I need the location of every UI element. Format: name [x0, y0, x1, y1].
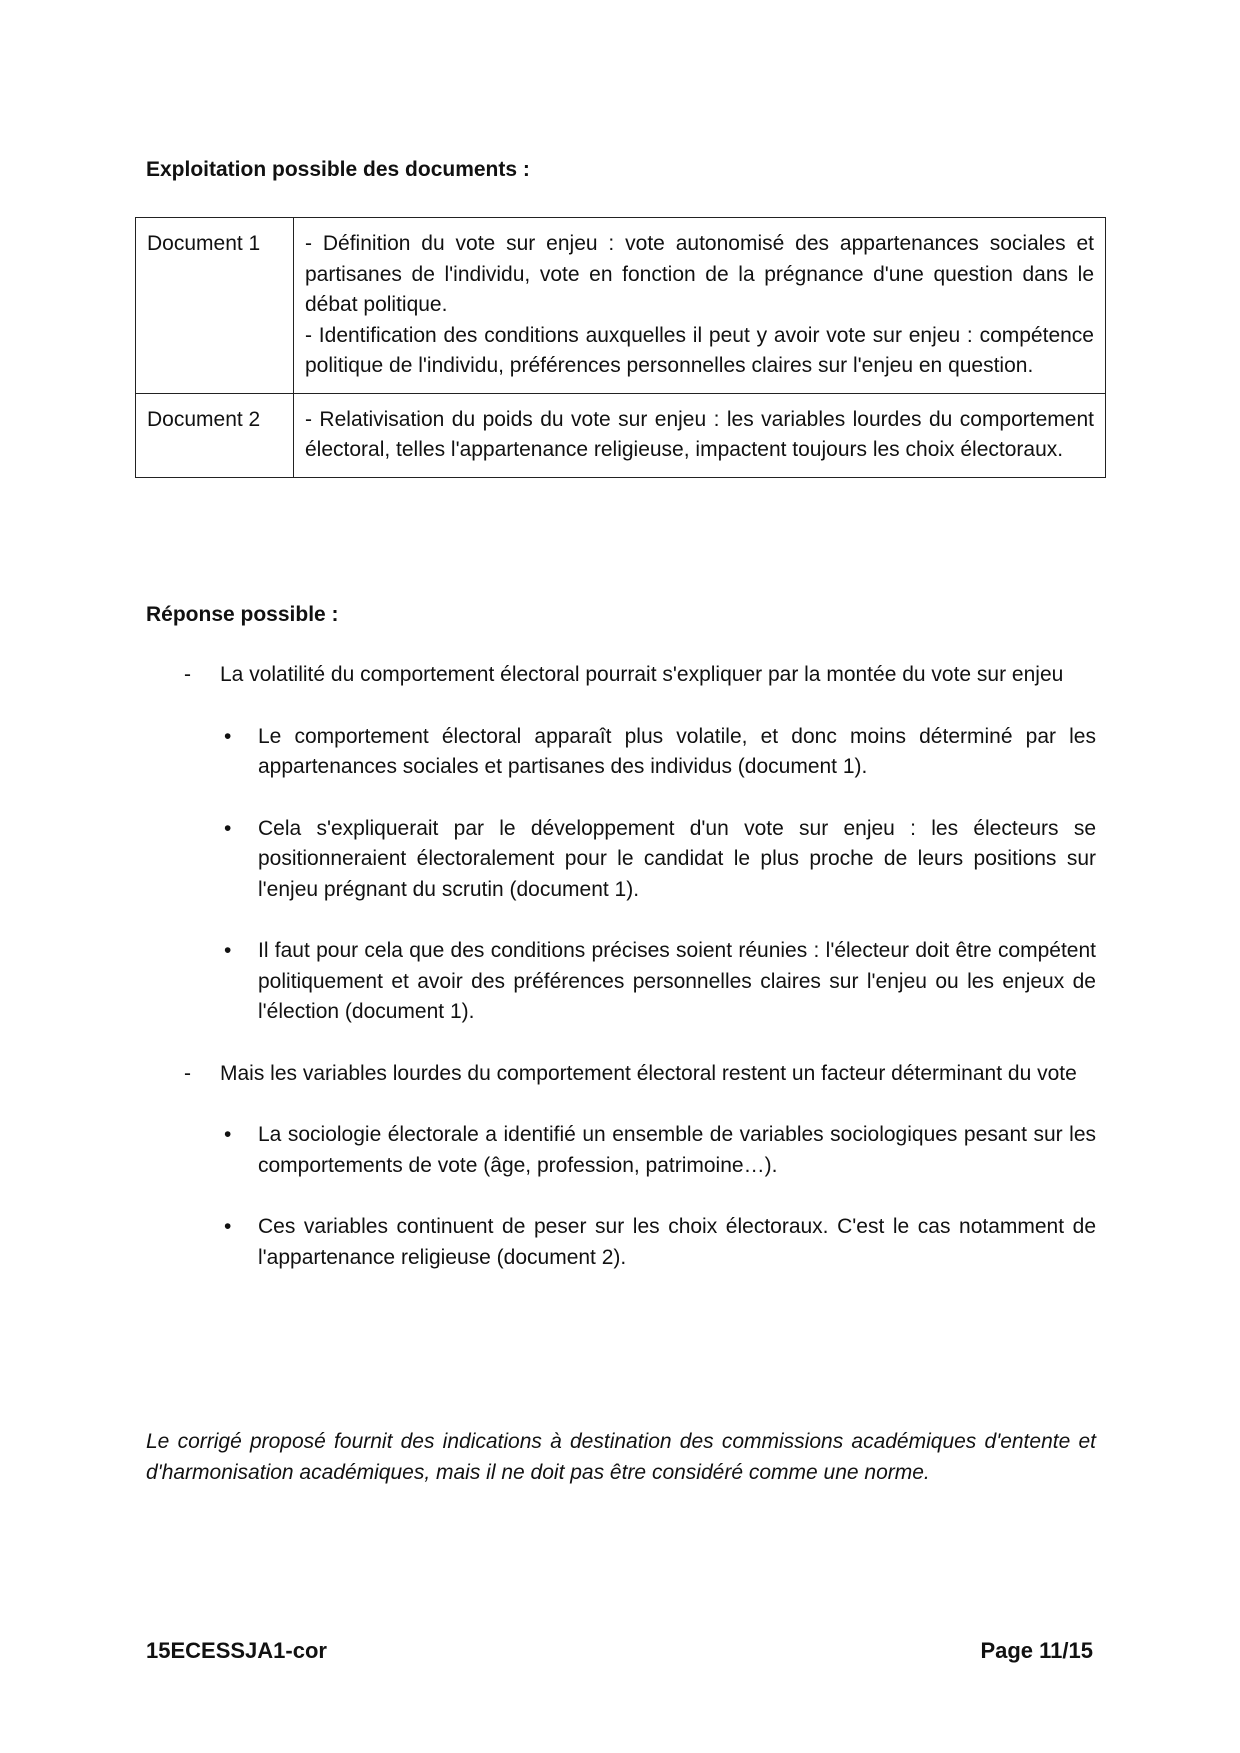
list-item	[146, 936, 1096, 1028]
bullet-text: Cela s'expliquerait par le développement d'un vote sur enjeu : les électeurs se positionneraient électoralement pour le candidat le plus proche de leurs positions sur l'enjeu prégnant du scrutin (document 1).	[258, 816, 1096, 901]
description-line: - Identification des conditions auxquelles il peut y avoir vote sur enjeu : compétence politique de l'individu, préférences personnelles claires sur l'enjeu en question.	[305, 323, 1094, 377]
response-point	[146, 1059, 1096, 1090]
document-label: Document 1	[136, 218, 294, 394]
bullet-text: La sociologie électorale a identifié un ensemble de variables sociologiques pesant sur les comportements de vote (âge, profession, patrimoine…).	[258, 1123, 1096, 1177]
bullet-marker: •	[224, 816, 232, 840]
page-number: Page 11/15	[980, 1638, 1093, 1663]
description-line: - Relativisation du poids du vote sur enjeu : les variables lourdes du comportement électoral, telles l'appartenance religieuse, impactent toujours les choix électoraux.	[305, 407, 1094, 461]
description-line: - Définition du vote sur enjeu : vote autonomisé des appartenances sociales et partisanes de l'individu, vote en fonction de la prégnance d'une question dans le débat politique.	[305, 232, 1094, 316]
table-row	[136, 218, 1106, 394]
table-row	[136, 393, 1106, 477]
response-point	[146, 660, 1096, 691]
document-description	[294, 218, 1106, 394]
bullet-list	[146, 1120, 1096, 1273]
document-label: Document 2	[136, 393, 294, 477]
response-point-text: La volatilité du comportement électoral pourrait s'expliquer par la montée du vote sur enjeu	[220, 663, 1064, 686]
bullet-text: Il faut pour cela que des conditions précises soient réunies : l'électeur doit être compétent politiquement et avoir des préférences personnelles claires sur l'enjeu ou les enjeux de l'élection (document 1).	[258, 939, 1096, 1023]
bullet-marker: •	[224, 939, 232, 962]
bullet-marker: •	[224, 1123, 232, 1146]
documents-table	[135, 217, 1106, 478]
response-point-text: Mais les variables lourdes du comportement électoral restent un facteur déterminant du vote	[220, 1061, 1077, 1085]
dash-marker: -	[184, 1061, 191, 1085]
bullet-text: Le comportement électoral apparaît plus volatile, et donc moins déterminé par les appartenances sociales et partisanes des individus (document 1).	[258, 724, 1096, 778]
document-description	[294, 393, 1106, 477]
document-code: 15ECESSJA1-cor	[146, 1638, 327, 1663]
dash-marker: -	[184, 663, 191, 686]
bullet-marker: •	[224, 724, 232, 748]
section-heading-reponse: Réponse possible :	[146, 603, 339, 626]
response-list	[146, 660, 1096, 1273]
list-item	[146, 1120, 1096, 1181]
section-heading-exploitation: Exploitation possible des documents :	[146, 158, 530, 181]
bullet-text: Ces variables continuent de peser sur les choix électoraux. C'est le cas notamment de l'appartenance religieuse (document 2).	[258, 1215, 1096, 1269]
list-item	[146, 1212, 1096, 1273]
disclaimer-note: Le corrigé proposé fournit des indications à destination des commissions académiques d'entente et d'harmonisation académiques, mais il ne doit pas être considéré comme une norme.	[146, 1430, 1096, 1484]
bullet-list	[146, 722, 1096, 1028]
list-item	[146, 814, 1096, 906]
list-item	[146, 722, 1096, 783]
bullet-marker: •	[224, 1215, 232, 1238]
